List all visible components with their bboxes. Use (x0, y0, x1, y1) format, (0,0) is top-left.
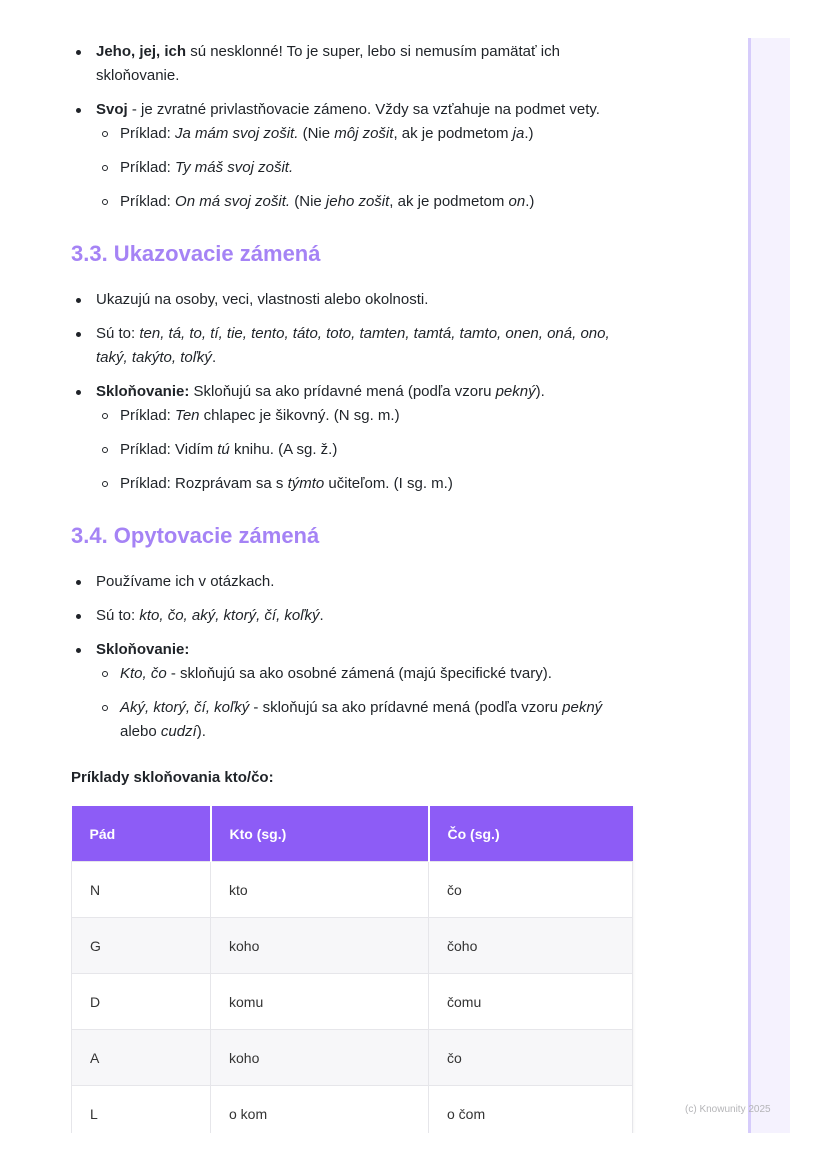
text: Príklad: (120, 193, 176, 210)
heading-interrogative: 3.4. Opytovacie zámená (71, 523, 320, 548)
sub-list-item (96, 662, 641, 686)
list-item (71, 98, 641, 214)
text: .) (525, 193, 535, 210)
italic-text: tú (217, 441, 230, 458)
table-row (72, 1086, 633, 1134)
text: Skloňujú sa ako prídavné mená (podľa vzoru (189, 383, 496, 400)
list-item (71, 40, 641, 88)
text: Sú to: (96, 325, 140, 342)
demonstrative-list (71, 288, 641, 496)
table-cell: o kom (211, 1086, 429, 1134)
text: - skloňujú sa ako prídavné mená (podľa vzoru (249, 699, 563, 716)
side-panel (748, 38, 790, 1133)
table-cell: čoho (429, 918, 633, 974)
declension-table (71, 806, 633, 1133)
table-row (72, 862, 633, 918)
heading-demonstrative: 3.3. Ukazovacie zámená (71, 241, 321, 266)
bold-text: Skloňovanie: (96, 383, 190, 400)
possessive-list (71, 40, 641, 214)
text: Príklad: Rozprávam sa s (120, 475, 288, 492)
bold-text: Jeho, jej, ich (96, 43, 187, 60)
text: učiteľom. (I sg. m.) (324, 475, 453, 492)
table-cell: koho (211, 1030, 429, 1086)
sub-list-item (96, 190, 641, 214)
text: - skloňujú sa ako osobné zámená (majú špecifické tvary). (166, 665, 552, 682)
text: ). (196, 723, 206, 740)
italic-text: Aký, ktorý, čí, koľký (120, 699, 250, 716)
table-cell: D (72, 974, 211, 1030)
sub-list-item (96, 156, 641, 180)
italic-text: pekný (562, 699, 603, 716)
list-item (71, 380, 641, 496)
italic-text: on (508, 193, 526, 210)
header-co: Čo (sg.) (429, 806, 633, 862)
table-container (71, 806, 641, 1133)
italic-text: môj zošit (334, 125, 394, 142)
italic-text: Ty máš svoj zošit. (175, 159, 294, 176)
italic-text: Kto, čo (120, 665, 167, 682)
text: ). (535, 383, 545, 400)
table-cell: čomu (429, 974, 633, 1030)
text: Sú to: (96, 607, 140, 624)
italic-text: Ten (175, 407, 200, 424)
text: knihu. (A sg. ž.) (229, 441, 338, 458)
text: chlapec je šikovný. (N sg. m.) (199, 407, 400, 424)
table-cell: koho (211, 918, 429, 974)
examples-title: Príklady skloňovania kto/čo: (71, 769, 274, 786)
bold-text: Svoj (96, 101, 128, 118)
text: . (211, 349, 217, 366)
table-cell: o čom (429, 1086, 633, 1134)
header-kto: Kto (sg.) (211, 806, 429, 862)
text: Príklad: (120, 125, 176, 142)
list-item (71, 638, 641, 744)
text: Príklad: (120, 159, 176, 176)
sub-list-item (96, 696, 641, 744)
text: Používame ich v otázkach. (96, 573, 275, 590)
italic-text: týmto (287, 475, 325, 492)
sub-list-item (96, 472, 641, 496)
table-cell: komu (211, 974, 429, 1030)
italic-text: Ja mám svoj zošit. (175, 125, 299, 142)
table-row (72, 974, 633, 1030)
header-case: Pád (72, 806, 211, 862)
text: Príklad: (120, 407, 176, 424)
sub-list-item (96, 404, 641, 428)
text: , ak je podmetom (389, 193, 509, 210)
sub-list (96, 662, 641, 744)
text: Ukazujú na osoby, veci, vlastnosti alebo okolnosti. (96, 291, 429, 308)
text: Príklad: Vidím (120, 441, 218, 458)
italic-text: pekný (495, 383, 536, 400)
text: (Nie (290, 193, 326, 210)
text: .) (524, 125, 534, 142)
table-cell: G (72, 918, 211, 974)
list-item (71, 570, 641, 594)
text: , ak je podmetom (393, 125, 513, 142)
italic-text: ja (512, 125, 525, 142)
table-row (72, 918, 633, 974)
text: . (319, 607, 324, 624)
table-row (72, 1030, 633, 1086)
text: - je zvratné privlastňovacie zámeno. Vždy sa vzťahuje na podmet vety. (127, 101, 600, 118)
document-content (71, 40, 641, 816)
italic-text: kto, čo, aký, ktorý, čí, koľký (139, 607, 320, 624)
sub-list-item (96, 438, 641, 462)
italic-text: ten, tá, to, tí, tie, tento, táto, toto, tamten, tamtá, tamto, onen, oná, ono, taký, takýto, toľký (96, 325, 610, 366)
sub-list (96, 404, 641, 496)
table-cell: čo (429, 1030, 633, 1086)
text: alebo (120, 723, 161, 740)
italic-text: cudzí (160, 723, 197, 740)
table-header-row (72, 806, 633, 862)
table-cell: kto (211, 862, 429, 918)
bold-text: Skloňovanie: (96, 641, 190, 658)
sub-list-item (96, 122, 641, 146)
table-cell: N (72, 862, 211, 918)
interrogative-list (71, 570, 641, 744)
list-item (71, 322, 641, 370)
text: (Nie (298, 125, 335, 142)
list-item (71, 288, 641, 312)
table-cell: čo (429, 862, 633, 918)
copyright: (c) Knowunity 2025 (685, 1104, 771, 1115)
italic-text: On má svoj zošit. (175, 193, 291, 210)
list-item (71, 604, 641, 628)
text: sú nesklonné! To je super, lebo si nemusím pamätať ich skloňovanie. (96, 43, 560, 84)
sub-list (96, 122, 641, 214)
table-cell: A (72, 1030, 211, 1086)
table-cell: L (72, 1086, 211, 1134)
italic-text: jeho zošit (325, 193, 390, 210)
